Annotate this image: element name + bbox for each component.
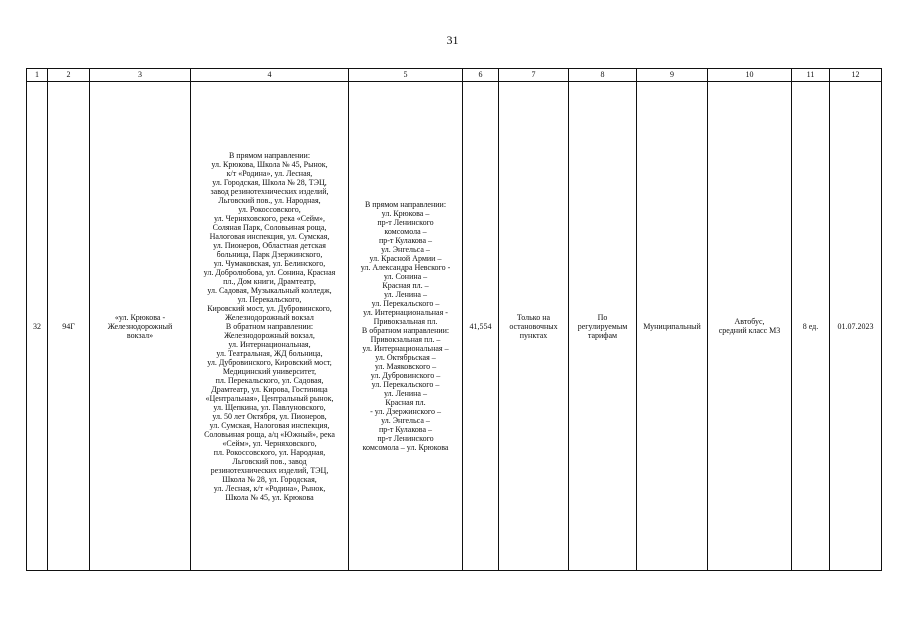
route-type: Муниципальный	[637, 82, 708, 571]
column-number-row	[27, 69, 882, 82]
column-number: 12	[830, 69, 882, 82]
route-table	[26, 68, 882, 571]
column-number: 3	[90, 69, 191, 82]
vehicle-class: Автобус, средний класс М3	[708, 82, 792, 571]
column-number: 2	[48, 69, 90, 82]
column-number: 9	[637, 69, 708, 82]
column-number: 6	[463, 69, 499, 82]
route-streets: В прямом направлении: ул. Крюкова, Школа № 45, Рынок, к/т «Родина», ул. Лесная, ул. Городская, Школа № 28, ТЭЦ, завод резинотехнических изделий, Льговский пов., ул. Народная, ул. Рокоссовского, ул. Черняховского, река «Сейм», Соляная Парк, Соловьиная роща, Налоговая инспекция, ул. Сумская, ул. Пионеров, Областная детская больница, Парк Дзержинского, ул. Чумаковская, ул. Белинского, ул. Добролюбова, ул. Сонина, Красная пл., Дом книги, Драмтеатр, ул. Садовая, Музыкальный колледж, ул. Перекальского, Кировский мост, ул. Дубровинского, Железнодорожный вокзал В обратном направлении: Железнодорожный вокзал, ул. Интернациональная, ул. Театральная, ЖД больница, ул. Дубровинского, Кировский мост, Медицинский университет, пл. Перекальского, ул. Садовая, Драмтеатр, ул. Кирова, Гостиница «Центральная», Центральный рынок, ул. Щепкина, ул. Павлуновского, ул. 50 лет Октября, ул. Пионеров, ул. Сумская, Налоговая инспекция, Соловьиная роща, а/ц «Южный», река «Сейм», ул. Черняховского, пл. Рокоссовского, ул. Народная, Льговский пов., завод резинотехнических изделий, ТЭЦ, Школа № 28, ул. Городская, ул. Лесная, к/т «Родина», Рынок, Школа № 45, ул. Крюкова	[191, 82, 349, 571]
route-sequence-number: 32	[27, 82, 48, 571]
route-stops: В прямом направлении: ул. Крюкова – пр-т Ленинского комсомола – пр-т Кулакова – ул. Энгельса – ул. Красной Армии – ул. Александра Невского - ул. Сонина – Красная пл. – ул. Ленина – ул. Перекальского – ул. Интернациональная - Привокзальная пл. В обратном направлении: Привокзальная пл. – ул. Интернациональная – ул. Октябрьская – ул. Маяковского – ул. Дубровинского – ул. Перекальского – ул. Ленина – Красная пл. - ул. Дзержинского – ул. Энгельса – пр-т Кулакова – пр-т Ленинского комсомола – ул. Крюкова	[349, 82, 463, 571]
route-number: 94Г	[48, 82, 90, 571]
boarding-procedure: Только на остановочных пунктах	[499, 82, 569, 571]
column-number: 11	[792, 69, 830, 82]
start-date: 01.07.2023	[830, 82, 882, 571]
route-name: «ул. Крюкова - Железнодорожный вокзал»	[90, 82, 191, 571]
vehicle-count: 8 ед.	[792, 82, 830, 571]
route-length: 41,554	[463, 82, 499, 571]
tariff-type: По регулируемым тарифам	[569, 82, 637, 571]
page-number: 31	[446, 33, 459, 47]
column-number: 1	[27, 69, 48, 82]
column-number: 7	[499, 69, 569, 82]
column-number: 10	[708, 69, 792, 82]
column-number: 5	[349, 69, 463, 82]
column-number: 8	[569, 69, 637, 82]
table-row	[27, 82, 882, 571]
column-number: 4	[191, 69, 349, 82]
